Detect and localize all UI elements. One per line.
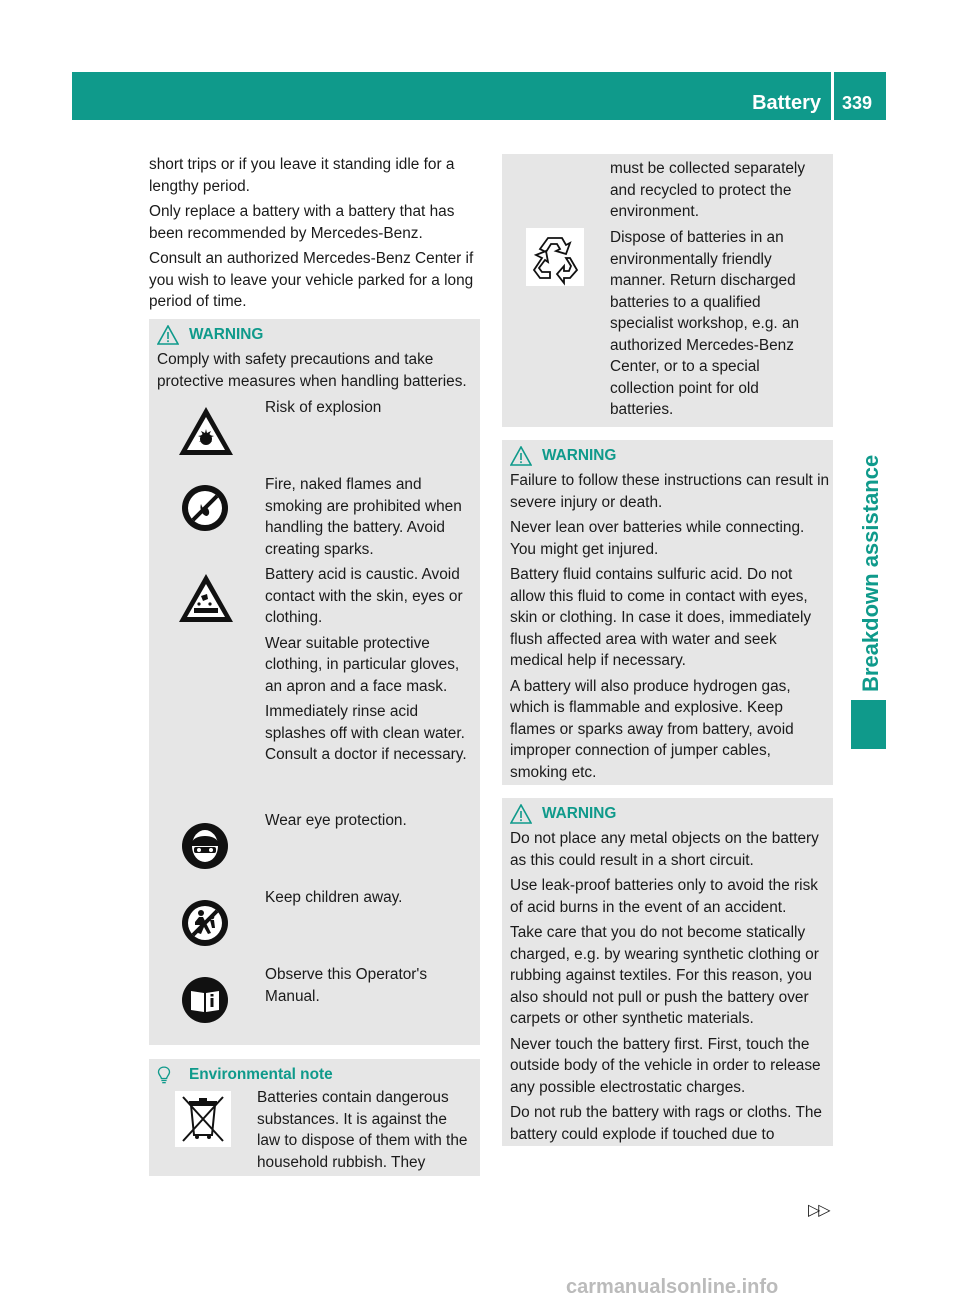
warning-heading: WARNING: [157, 325, 263, 345]
symbol-text: Observe this Operator's Manual.: [265, 966, 428, 1005]
environmental-note-heading: Environmental note: [157, 1065, 333, 1085]
left-intro: [149, 154, 481, 317]
environmental-note-text: Dispose of batteries in an environmentally friendly manner. Return discharged batteries to a qualified specialist workshop, e.g. an authorized Mercedes-Benz Center, or to a special collection point for old batteries.: [610, 229, 800, 418]
header-separator: [831, 72, 834, 120]
no-fire-icon: [181, 484, 229, 532]
manual-icon: [181, 976, 229, 1024]
intro-paragraph: short trips or if you leave it standing idle for a lengthy period.: [149, 156, 455, 195]
warning-triangle-icon: [510, 446, 532, 466]
symbol-text: Risk of explosion: [265, 399, 382, 416]
symbol-text: Keep children away.: [265, 889, 403, 906]
symbol-text: Battery acid is caustic. Avoid contact with the skin, eyes or clothing. Wear suitable protective clothing, in particular gloves, an apron and a face mask. Immediately rinse acid splashes off with clean water. Consult a doctor if necessary.: [265, 566, 467, 763]
warning-box-right-1: [502, 440, 833, 785]
footer-watermark: carmanualsonline.info: [566, 1276, 779, 1298]
page-number: 339: [842, 93, 873, 113]
warning-triangle-icon: [510, 804, 532, 824]
eye-protection-icon: [181, 822, 229, 870]
environmental-note-text: must be collected separately and recycled to protect the environment.: [610, 160, 806, 220]
warning-triangle-icon: [157, 325, 179, 345]
warning-box-left: [149, 319, 480, 1045]
corrosive-warning-icon: [177, 572, 235, 624]
warning-text: Comply with safety precautions and take protective measures when handling batteries.: [157, 351, 467, 390]
symbol-text: Wear eye protection.: [265, 812, 407, 829]
header-bar: [72, 72, 886, 120]
intro-paragraph: Only replace a battery with a battery that has been recommended by Mercedes-Benz.: [149, 203, 455, 242]
lightbulb-icon: [157, 1065, 171, 1085]
page-section-title: Battery: [752, 92, 821, 114]
symbol-text: Fire, naked flames and smoking are prohibited when handling the battery. Avoid creating sparks.: [265, 476, 462, 558]
recycling-icon: [526, 228, 584, 286]
intro-paragraph: Consult an authorized Mercedes-Benz Center if you wish to leave your vehicle parked for a long period of time.: [149, 250, 474, 310]
warning-text: Failure to follow these instructions can result in severe injury or death. Never lean over batteries while connecting. You might get injured. Battery fluid contains sulfuric acid. Do not allow this fluid to come in contact with eyes, skin or clothing. In case it does, immediately flush affected area with water and seek medical help if necessary. A battery will also produce hydrogen gas, which is flammable and explosive. Keep flames or sparks away from battery, avoid improper connection of jumper cables, smoking etc.: [510, 472, 830, 781]
side-tab-label: Breakdown assistance: [858, 454, 883, 692]
crossed-bin-icon: [175, 1091, 231, 1147]
side-tab-block: [851, 700, 886, 749]
warning-box-right-2: [502, 798, 833, 1146]
warning-heading: WARNING: [510, 804, 616, 824]
environmental-note-box: [149, 1059, 480, 1176]
environmental-note-continuation: [502, 154, 833, 427]
explosion-warning-icon: [177, 405, 235, 457]
environmental-note-text: Batteries contain dangerous substances. It is against the law to dispose of them with the household rubbish. They: [257, 1089, 468, 1171]
warning-text: Do not place any metal objects on the battery as this could result in a short circuit. Use leak-proof batteries only to avoid the risk of acid burns in the event of an accident. Take care that you do not become statically charged, e.g. by wearing synthetic clothing or rubbing against textiles. For this reason, you also should not pull or push the battery over carpets or other synthetic materials. Never touch the battery first. First, touch the outside body of the vehicle in order to release any possible electrostatic charges. Do not rub the battery with rags or cloths. The battery could explode if touched due to: [510, 830, 822, 1143]
continued-arrow-icon: ▷▷: [808, 1202, 829, 1219]
warning-heading: WARNING: [510, 446, 616, 466]
keep-children-away-icon: [181, 899, 229, 947]
